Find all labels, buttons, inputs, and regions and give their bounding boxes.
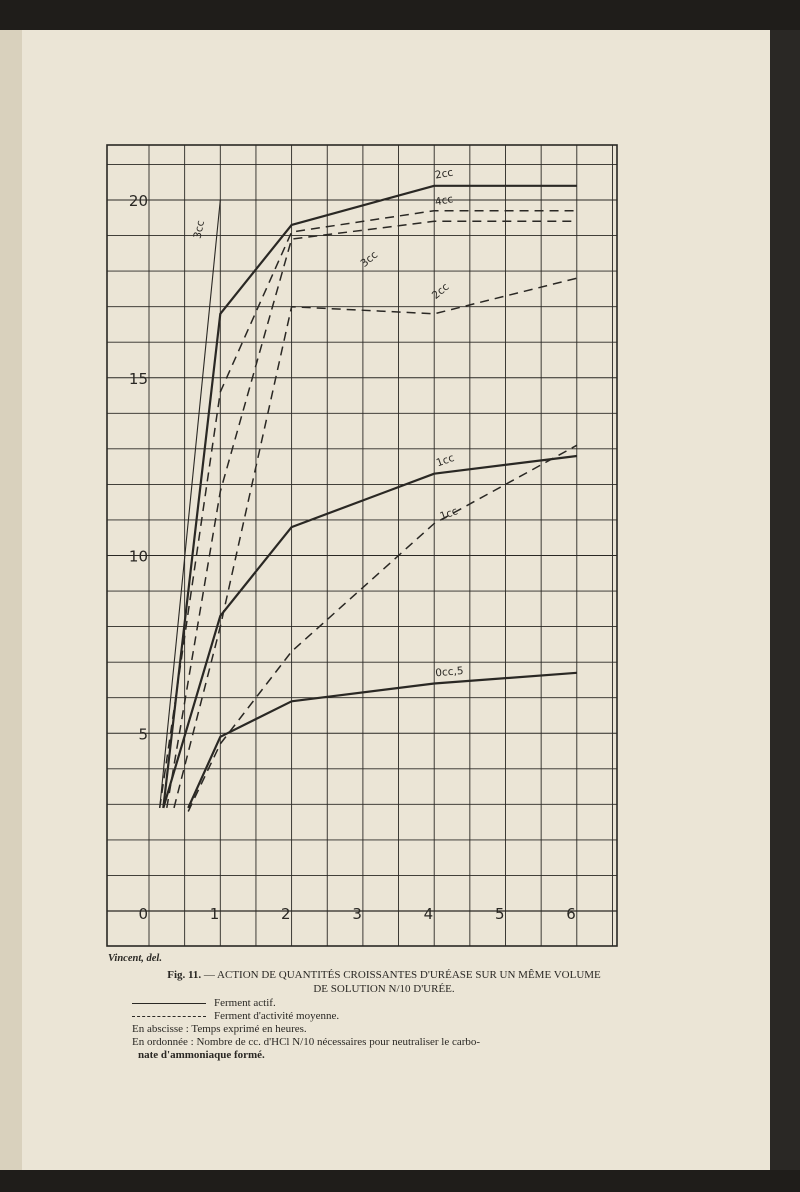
figure-number: Fig. 11.: [167, 969, 202, 981]
chart-series: [160, 186, 577, 812]
x-tick-label: 6: [566, 905, 576, 923]
series-label: 3cc: [191, 219, 208, 240]
series-line-solid-0cc5: [188, 673, 577, 808]
series-line-dashed-3cc: [167, 221, 577, 808]
legend-solid-label: Ferment actif.: [214, 997, 276, 1009]
caption-line-2: DE SOLUTION N/10 D'URÉE.: [313, 983, 455, 995]
chart-tick-labels: [129, 192, 576, 923]
series-line-solid-1cc: [163, 456, 577, 808]
series-label: 2cc: [434, 166, 455, 182]
caption-line-1: — ACTION DE QUANTITÉS CROISSANTES D'URÉASE SUR UN MÊME VOLUME: [203, 969, 601, 981]
x-tick-label: 2: [281, 905, 291, 923]
x-tick-label: 3: [352, 905, 362, 923]
series-label: 2cc: [429, 280, 452, 302]
series-label: 1cc: [438, 505, 460, 523]
series-line-dashed-4cc: [160, 211, 577, 808]
series-line-dashed-1cc: [188, 445, 577, 811]
series-label: 0cc,5: [434, 664, 465, 680]
y-tick-label: 20: [128, 192, 148, 210]
legend-solid-swatch: [132, 1003, 206, 1004]
series-label: 4cc: [434, 193, 455, 209]
x-tick-label: 5: [494, 905, 505, 923]
x-tick-label: 4: [423, 905, 434, 923]
y-tick-label: 10: [128, 547, 148, 566]
legend-solid: [132, 997, 276, 1009]
series-line-dashed-2cc: [174, 278, 577, 808]
x-tick-label: 1: [209, 905, 220, 923]
legend-dashed-swatch: [132, 1016, 206, 1017]
series-label: 3cc: [358, 248, 381, 270]
legend-dashed-label: Ferment d'activité moyenne.: [214, 1010, 340, 1022]
ordinate-note-1: En ordonnée : Nombre de cc. d'HCl N/10 nécessaires pour neutraliser le carbo-: [132, 1036, 481, 1048]
x-tick-label: 0: [138, 905, 148, 923]
y-tick-label: 5: [138, 725, 148, 744]
figure-caption: [124, 968, 644, 996]
abscissa-note: En abscisse : Temps exprimé en heures.: [132, 1023, 307, 1035]
y-tick-label: 15: [128, 369, 148, 388]
series-label: 1cc: [434, 451, 456, 470]
legend-dashed: [132, 1010, 339, 1022]
ordinate-note-2: nate d'ammoniaque formé.: [138, 1049, 265, 1061]
illustrator-credit: Vincent, del.: [108, 953, 162, 964]
